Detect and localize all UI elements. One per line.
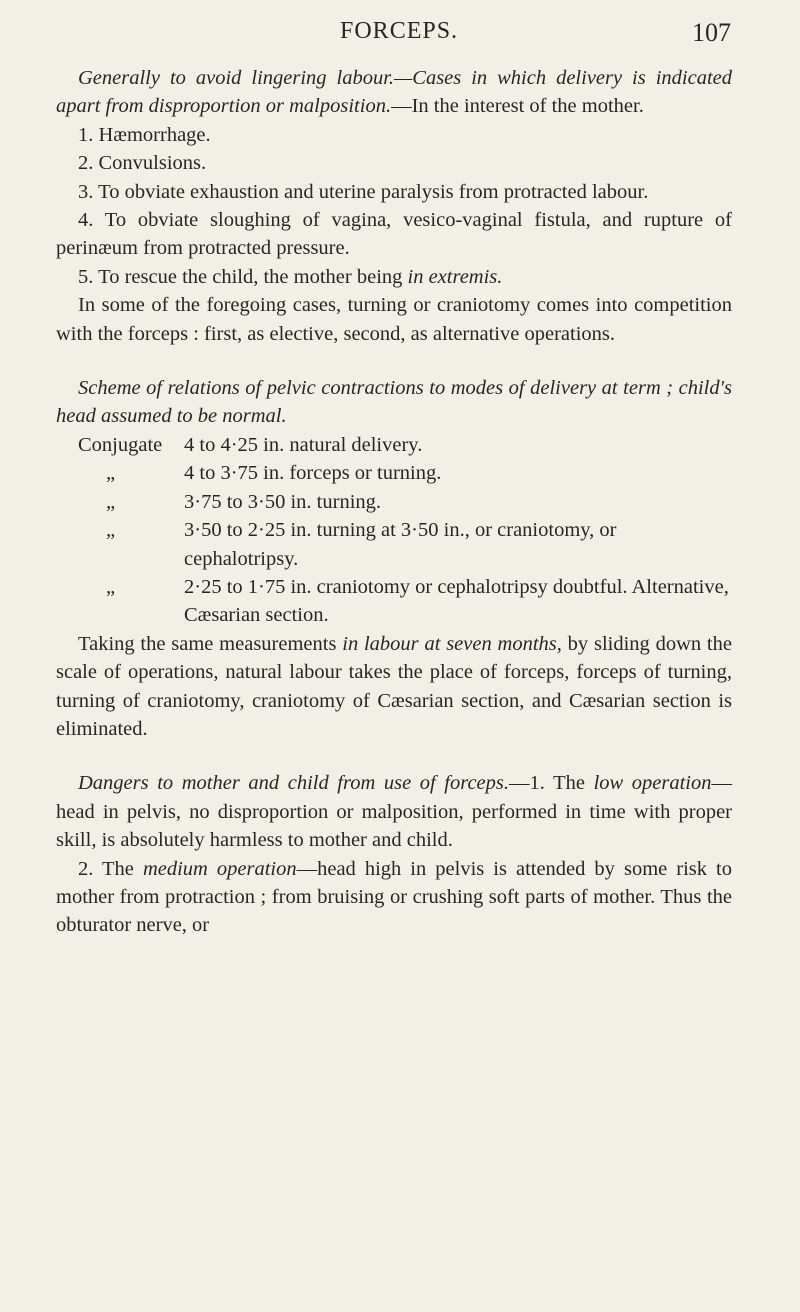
indication-item-2: 2. Convulsions. <box>78 152 207 175</box>
scheme-heading-italic: Scheme of relations of pelvic contractions to modes of delivery at term ; child's head assumed to be normal. <box>56 377 732 428</box>
indication-item-5-text: 5. To rescue the child, the mother being <box>78 265 408 288</box>
scheme-row <box>78 488 732 516</box>
dangers-text-a: —1. The <box>509 772 594 795</box>
indications-heading-italic: Generally to avoid lingering labour.—Cases in which delivery is indicated apart from disproportion or malposition. <box>56 67 732 118</box>
dangers-text-b: —head in pelvis, no disproportion or malposition, performed in time with proper skill, is absolutely harmless to mother and child. <box>56 772 732 852</box>
seven-months-text-a: Taking the same measurements <box>78 632 343 655</box>
scheme-row-text: 3·75 to 3·50 in. turning. <box>184 490 382 513</box>
indications-heading <box>56 64 732 121</box>
scheme-heading <box>56 374 732 431</box>
medium-text-b: —head high in pelvis is attended by some risk to mother from protraction ; from bruising or crushing soft parts of mother. Thus the obturator nerve, or <box>56 857 732 937</box>
page-body <box>56 64 732 940</box>
ditto-mark: „ <box>106 575 116 598</box>
ditto-mark: „ <box>106 519 116 542</box>
page-header <box>0 18 800 58</box>
indications-heading-rest: —In the interest of the mother. <box>391 95 644 118</box>
indication-item-5 <box>56 263 732 291</box>
indication-item-3: 3. To obviate exhaustion and uterine paralysis from protracted labour. <box>78 180 649 203</box>
ditto-mark: „ <box>106 490 116 513</box>
competition-paragraph: In some of the foregoing cases, turning or craniotomy comes into competition with the forceps : first, as elective, second, as alternative operations. <box>56 294 732 345</box>
dangers-heading-italic: Dangers to mother and child from use of forceps. <box>78 772 510 795</box>
ditto-mark: „ <box>106 462 116 485</box>
indication-item-1: 1. Hæmorrhage. <box>78 123 211 146</box>
scheme-row <box>78 516 732 573</box>
low-operation-italic: low operation <box>593 772 712 795</box>
scheme-row <box>78 573 732 630</box>
dangers-paragraph <box>56 769 732 854</box>
section-gap <box>56 743 732 769</box>
scheme-row-text: 4 to 3·75 in. forceps or turning. <box>184 462 442 485</box>
scheme-row-text: 4 to 4·25 in. natural delivery. <box>184 433 423 456</box>
seven-months-italic: in labour at seven months, <box>342 632 562 655</box>
running-head: FORCEPS. <box>340 18 459 44</box>
medium-text-a: 2. The <box>78 857 143 880</box>
scheme-row <box>78 431 732 459</box>
page-number: 107 <box>692 18 731 47</box>
scheme-row-text: 3·50 to 2·25 in. turning at 3·50 in., or craniotomy, or cephalotripsy. <box>184 519 617 570</box>
indication-item-5-italic: in extremis. <box>407 265 503 288</box>
indication-item-4: 4. To obviate sloughing of vagina, vesico-vaginal fistula, and rupture of perinæum from protracted pressure. <box>56 209 732 260</box>
section-gap <box>56 348 732 374</box>
scheme-row <box>78 459 732 487</box>
scheme-row-text: 2·25 to 1·75 in. craniotomy or cephalotripsy doubtful. Alternative, Cæsarian section. <box>184 575 729 627</box>
seven-months-text-b: by sliding down the scale of operations, natural labour takes the place of forceps, forceps of turning, turning of craniotomy, craniotomy of Cæsarian section, and Cæsarian section is eliminated. <box>56 632 732 740</box>
medium-operation-paragraph <box>56 855 732 940</box>
medium-operation-italic: medium operation <box>142 857 297 880</box>
scheme-lead-word: Conjugate <box>78 433 163 456</box>
seven-months-paragraph <box>56 630 732 744</box>
